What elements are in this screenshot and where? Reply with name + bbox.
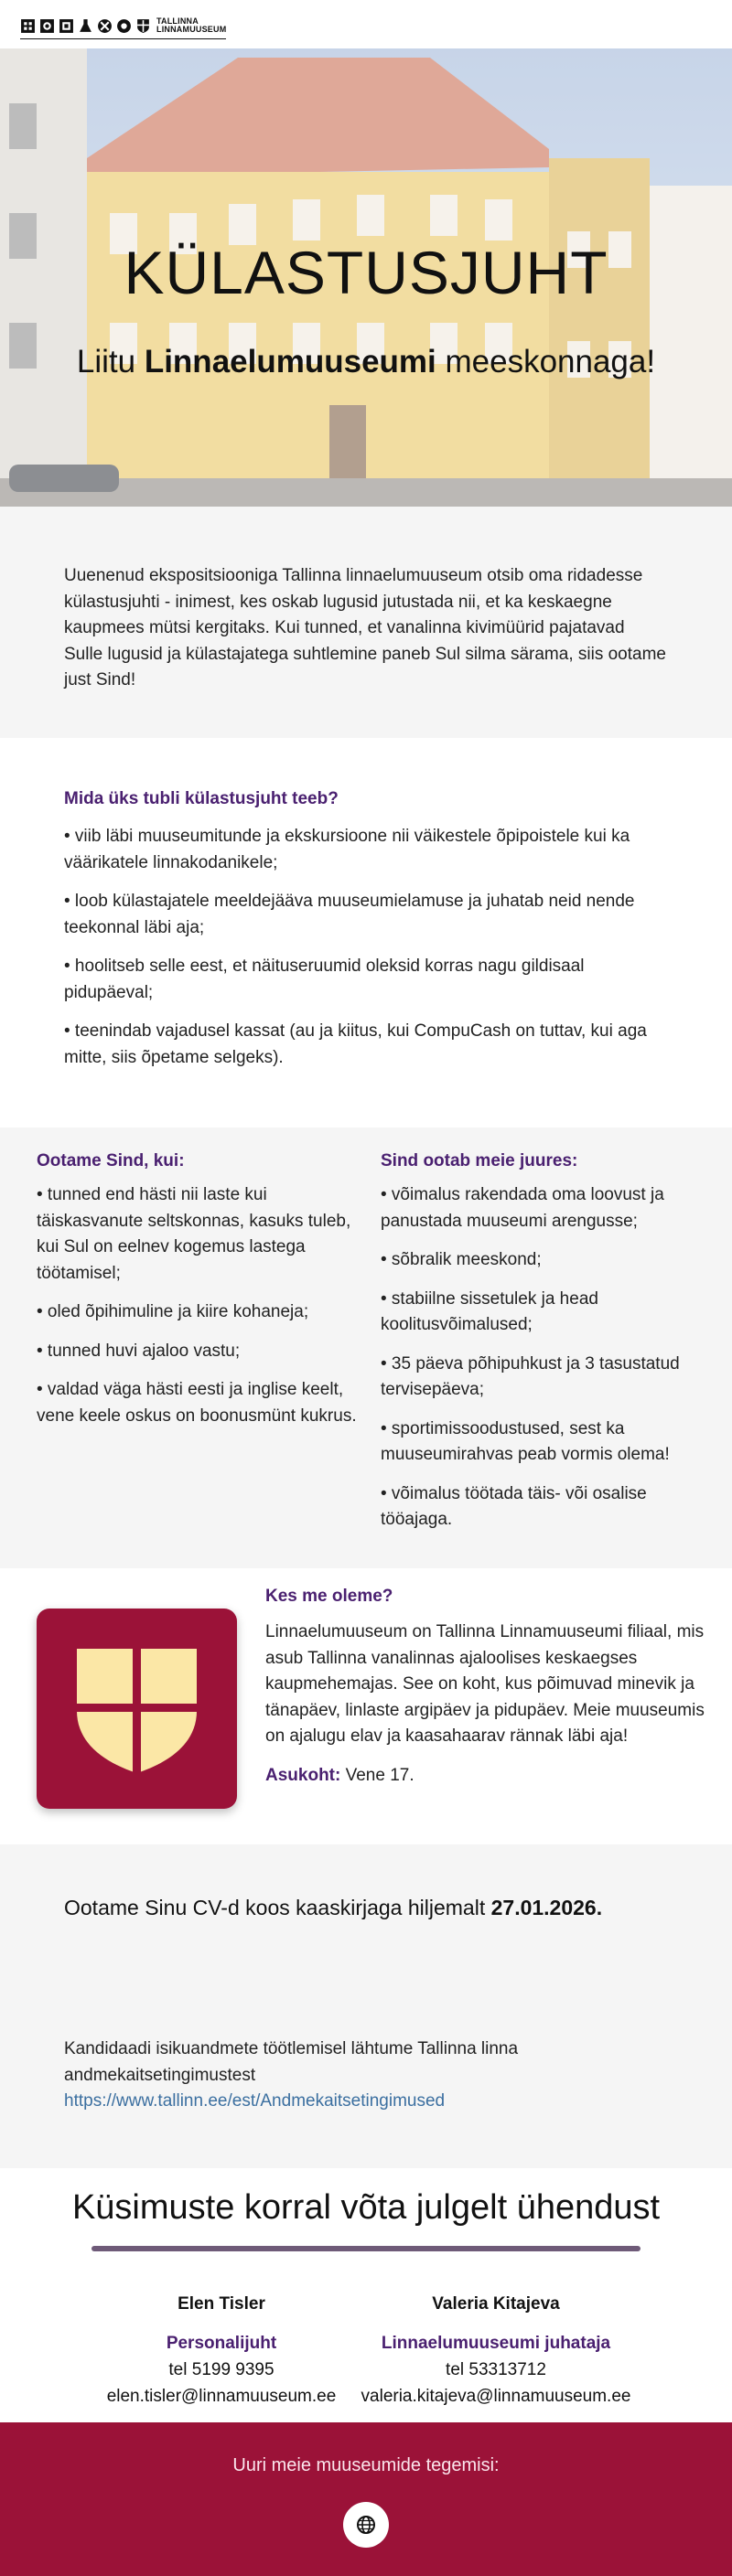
- offer-item: • võimalus rakendada oma loovust ja panustada muuseumi arengusse;: [381, 1185, 664, 1231]
- logo-text-line2: LINNAMUUSEUM: [156, 25, 227, 34]
- logo-text-line1: TALLINNA: [156, 16, 199, 26]
- logo-mark-box-icon: [59, 18, 74, 34]
- expect-heading: Ootame Sind, kui:: [37, 1151, 185, 1170]
- expect-column: [0, 1151, 381, 1568]
- hero-subtitle-post: meeskonnaga!: [436, 344, 656, 379]
- location-value: Vene 17.: [340, 1765, 414, 1785]
- contact-name: Valeria Kitajeva: [432, 2294, 560, 2314]
- offer-item: • stabiilne sissetulek ja head koolitusvõimalused;: [381, 1288, 598, 1334]
- museum-logo[interactable]: [20, 15, 226, 37]
- contact-heading: Küsimuste korral võta julgelt ühendust: [71, 2188, 661, 2227]
- offer-heading: Sind ootab meie juures:: [381, 1151, 578, 1170]
- website-link-button[interactable]: [343, 2502, 389, 2548]
- contact-role: Personalijuht: [166, 2334, 277, 2353]
- contact-card: [84, 2291, 359, 2410]
- shield-icon: [37, 1609, 237, 1809]
- logo-underline: [20, 38, 226, 39]
- duties-heading: Mida üks tubli külastusjuht teeb?: [64, 789, 339, 808]
- contact-phone[interactable]: tel 53313712: [446, 2360, 546, 2379]
- contact-phone[interactable]: tel 5199 9395: [168, 2360, 274, 2379]
- location-label: Asukoht:: [265, 1765, 341, 1785]
- intro-text: Uuenenud ekspositsiooniga Tallinna linnaelumuuseum otsib oma ridadesse külastusjuhti - inimest, kes oskab lugusid jutustada nii, et ka keskaegne kaupmees mütsi kergitaks. Kui tunned, et vanalinna kivimüürid pajatavad Sulle lugusid ja külastajatega suhtlemine paneb Sul silma särama, siis ootame just Sind!: [64, 566, 666, 689]
- footer-lead: Uuri meie muuseumide tegemisi:: [232, 2455, 500, 2475]
- privacy-notice: [64, 2036, 668, 2115]
- hero-subtitle: [0, 344, 732, 380]
- expect-item: • oled õpihimuline ja kiire kohaneja;: [37, 1302, 309, 1321]
- globe-icon: [356, 2515, 376, 2535]
- logo-mark-flask-icon: [78, 18, 93, 34]
- expect-item: • tunned huvi ajaloo vastu;: [37, 1341, 241, 1361]
- contact-email[interactable]: elen.tisler@linnamuuseum.ee: [106, 2387, 337, 2406]
- offer-item: • võimalus töötada täis- või osalise tööajaga.: [381, 1483, 647, 1529]
- hero-subtitle-pre: Liitu: [76, 344, 145, 379]
- logo-mark-shield-icon: [135, 18, 151, 34]
- logo-mark-dot-icon: [116, 18, 132, 34]
- contact-section: [0, 2168, 732, 2422]
- logo-mark-grid-icon: [20, 18, 36, 34]
- about-section: [0, 1568, 732, 1844]
- page-footer: [0, 2422, 732, 2576]
- museum-shield-tile: [37, 1609, 237, 1809]
- about-text: Linnaelumuuseum on Tallinna Linnamuuseumi filiaal, mis asub Tallinna vanalinnas ajaloolises keskaegses kaupmehemajas. See on koht, kus põimuvad minevik ja tänapäev, linlaste argipäev ja pidupäev. Meie muuseumis on ajalugu elav ja kaasahaarav rännak läbi aja!: [265, 1622, 705, 1746]
- duties-item: • loob külastajatele meeldejääva muuseumielamuse ja juhatab neid nende teekonnal läbi aja;: [64, 892, 635, 937]
- duties-item: • viib läbi muuseumitunde ja ekskursioone nii väikestele õpipoistele kui ka väärikatele linnakodanikele;: [64, 827, 630, 872]
- requirements-benefits-section: [0, 1128, 732, 1568]
- contact-divider: [92, 2246, 640, 2251]
- intro-section: [0, 507, 732, 738]
- offer-column: [381, 1151, 732, 1568]
- deadline-date: 27.01.2026.: [490, 1896, 603, 1919]
- deadline-text: [64, 1896, 668, 1920]
- about-text-block: [265, 1587, 705, 1801]
- page-header: [0, 0, 732, 48]
- logo-mark-cross-icon: [97, 18, 113, 34]
- contact-role: Linnaelumuuseumi juhataja: [381, 2334, 611, 2353]
- duties-item: • hoolitseb selle eest, et näituseruumid oleksid korras nagu gildisaal pidupäeval;: [64, 957, 585, 1002]
- expect-item: • valdad väga hästi eesti ja inglise keelt, vene keele oskus on boonusmünt kukrus.: [37, 1380, 357, 1426]
- privacy-text: Kandidaadi isikuandmete töötlemisel lähtume Tallinna linna andmekaitsetingimustest: [64, 2039, 519, 2085]
- duties-section: [0, 738, 732, 1128]
- duties-item: • teenindab vajadusel kassat (au ja kiitus, kui CompuCash on tuttav, kui aga mitte, siis õpetame selgeks).: [64, 1021, 647, 1067]
- offer-item: • 35 päeva põhipuhkust ja 3 tasustatud tervisepäeva;: [381, 1353, 680, 1399]
- privacy-link[interactable]: https://www.tallinn.ee/est/Andmekaitsetingimused: [64, 2091, 446, 2111]
- expect-item: • tunned end hästi nii laste kui täiskasvanute seltskonnas, kasuks tuleb, kui Sul on eelnev kogemus lastega töötamisel;: [37, 1185, 351, 1283]
- offer-item: • sportimissoodustused, sest ka muuseumirahvas peab vormis olema!: [381, 1418, 670, 1464]
- offer-item: • sõbralik meeskond;: [381, 1250, 542, 1269]
- contact-name: Elen Tisler: [178, 2294, 265, 2314]
- contact-card: [359, 2291, 633, 2410]
- application-deadline-section: [0, 1844, 732, 2168]
- about-location: [265, 1763, 705, 1790]
- contact-email[interactable]: valeria.kitajeva@linnamuuseum.ee: [361, 2387, 631, 2406]
- hero-title: KÜLASTUSJUHT: [124, 239, 608, 306]
- logo-mark-target-icon: [39, 18, 55, 34]
- hero-subtitle-bold: Linnaelumuuseumi: [144, 344, 436, 379]
- deadline-text-pre: Ootame Sinu CV-d koos kaaskirjaga hiljemalt: [64, 1896, 491, 1919]
- about-heading: Kes me oleme?: [265, 1587, 393, 1606]
- hero-banner: [0, 48, 732, 507]
